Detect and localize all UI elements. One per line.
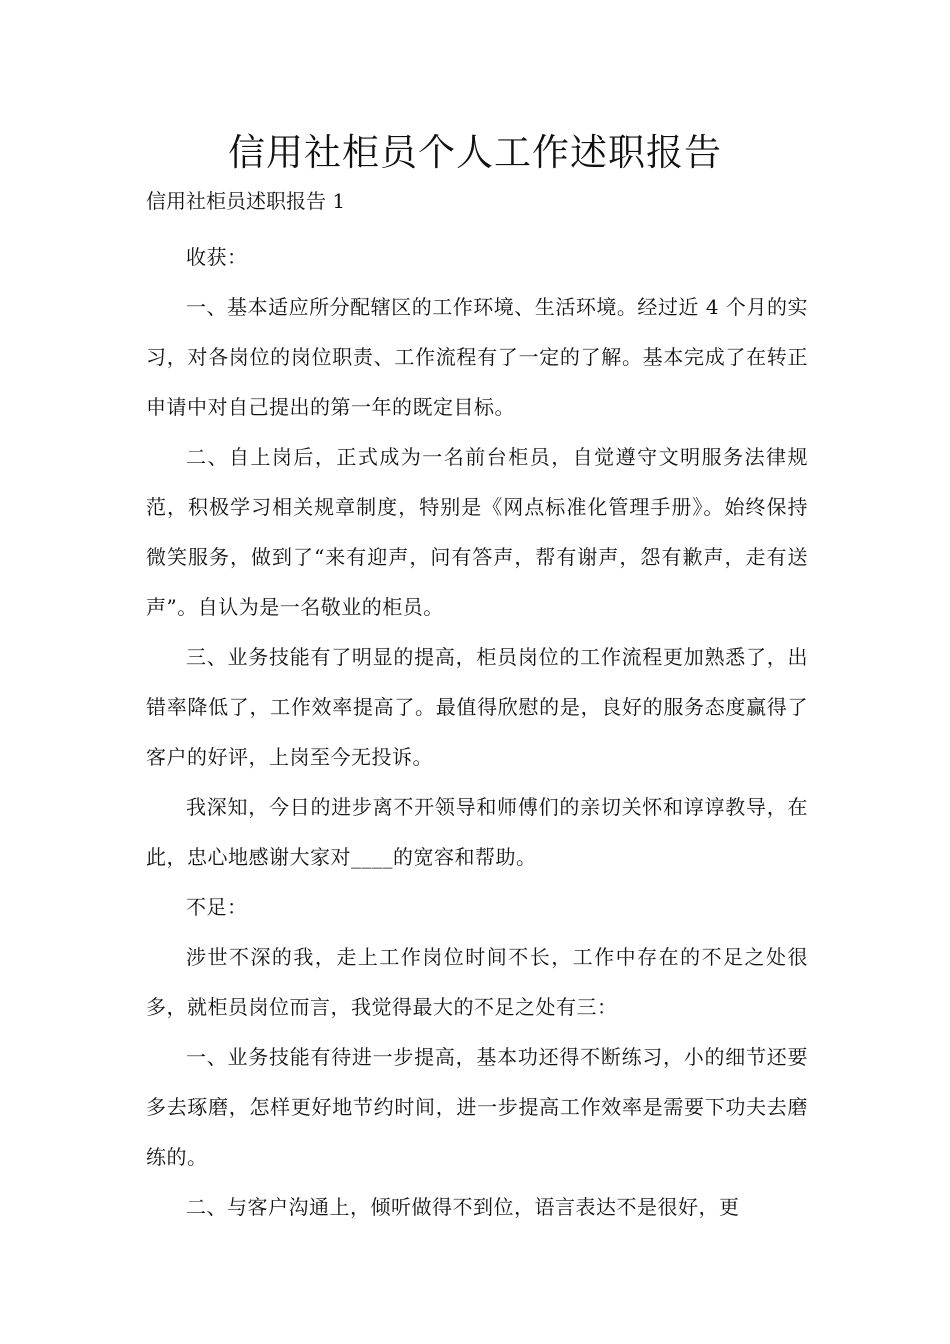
paragraph: 一、业务技能有待进一步提高，基本功还得不断练习，小的细节还要多去琢磨，怎样更好地节约时间，进一步提高工作效率是需要下功夫去磨练的。 bbox=[146, 1045, 808, 1169]
paragraph: 涉世不深的我，走上工作岗位时间不长，工作中存在的不足之处很多，就柜员岗位而言，我觉得最大的不足之处有三： bbox=[146, 945, 808, 1019]
document-title: 信用社柜员个人工作述职报告 bbox=[228, 131, 722, 174]
paragraph: 三、业务技能有了明显的提高，柜员岗位的工作流程更加熟悉了，出错率降低了，工作效率提高了。最值得欣慰的是，良好的服务态度赢得了客户的好评，上岗至今无投诉。 bbox=[146, 645, 808, 769]
paragraph: 一、基本适应所分配辖区的工作环境、生活环境。经过近 4 个月的实习，对各岗位的岗位职责、工作流程有了一定的了解。基本完成了在转正申请中对自己提出的第一年的既定目标。 bbox=[146, 295, 808, 419]
paragraph: 二、自上岗后，正式成为一名前台柜员，自觉遵守文明服务法律规范，积极学习相关规章制度，特别是《网点标准化管理手册》。始终保持微笑服务，做到了“来有迎声，问有答声，帮有谢声，怨有歉声，走有送声”。自认为是一名敬业的柜员。 bbox=[146, 445, 808, 619]
paragraph: 二、与客户沟通上，倾听做得不到位，语言表达不是很好，更 bbox=[186, 1195, 740, 1219]
document-subtitle: 信用社柜员述职报告 1 bbox=[146, 189, 346, 213]
paragraph-shortcomings-heading: 不足： bbox=[186, 895, 248, 919]
document-body bbox=[146, 232, 808, 1232]
paragraph: 我深知，今日的进步离不开领导和师傅们的亲切关怀和谆谆教导，在此，忠心地感谢大家对____的宽容和帮助。 bbox=[146, 795, 808, 869]
paragraph-harvest-heading: 收获： bbox=[186, 245, 248, 269]
